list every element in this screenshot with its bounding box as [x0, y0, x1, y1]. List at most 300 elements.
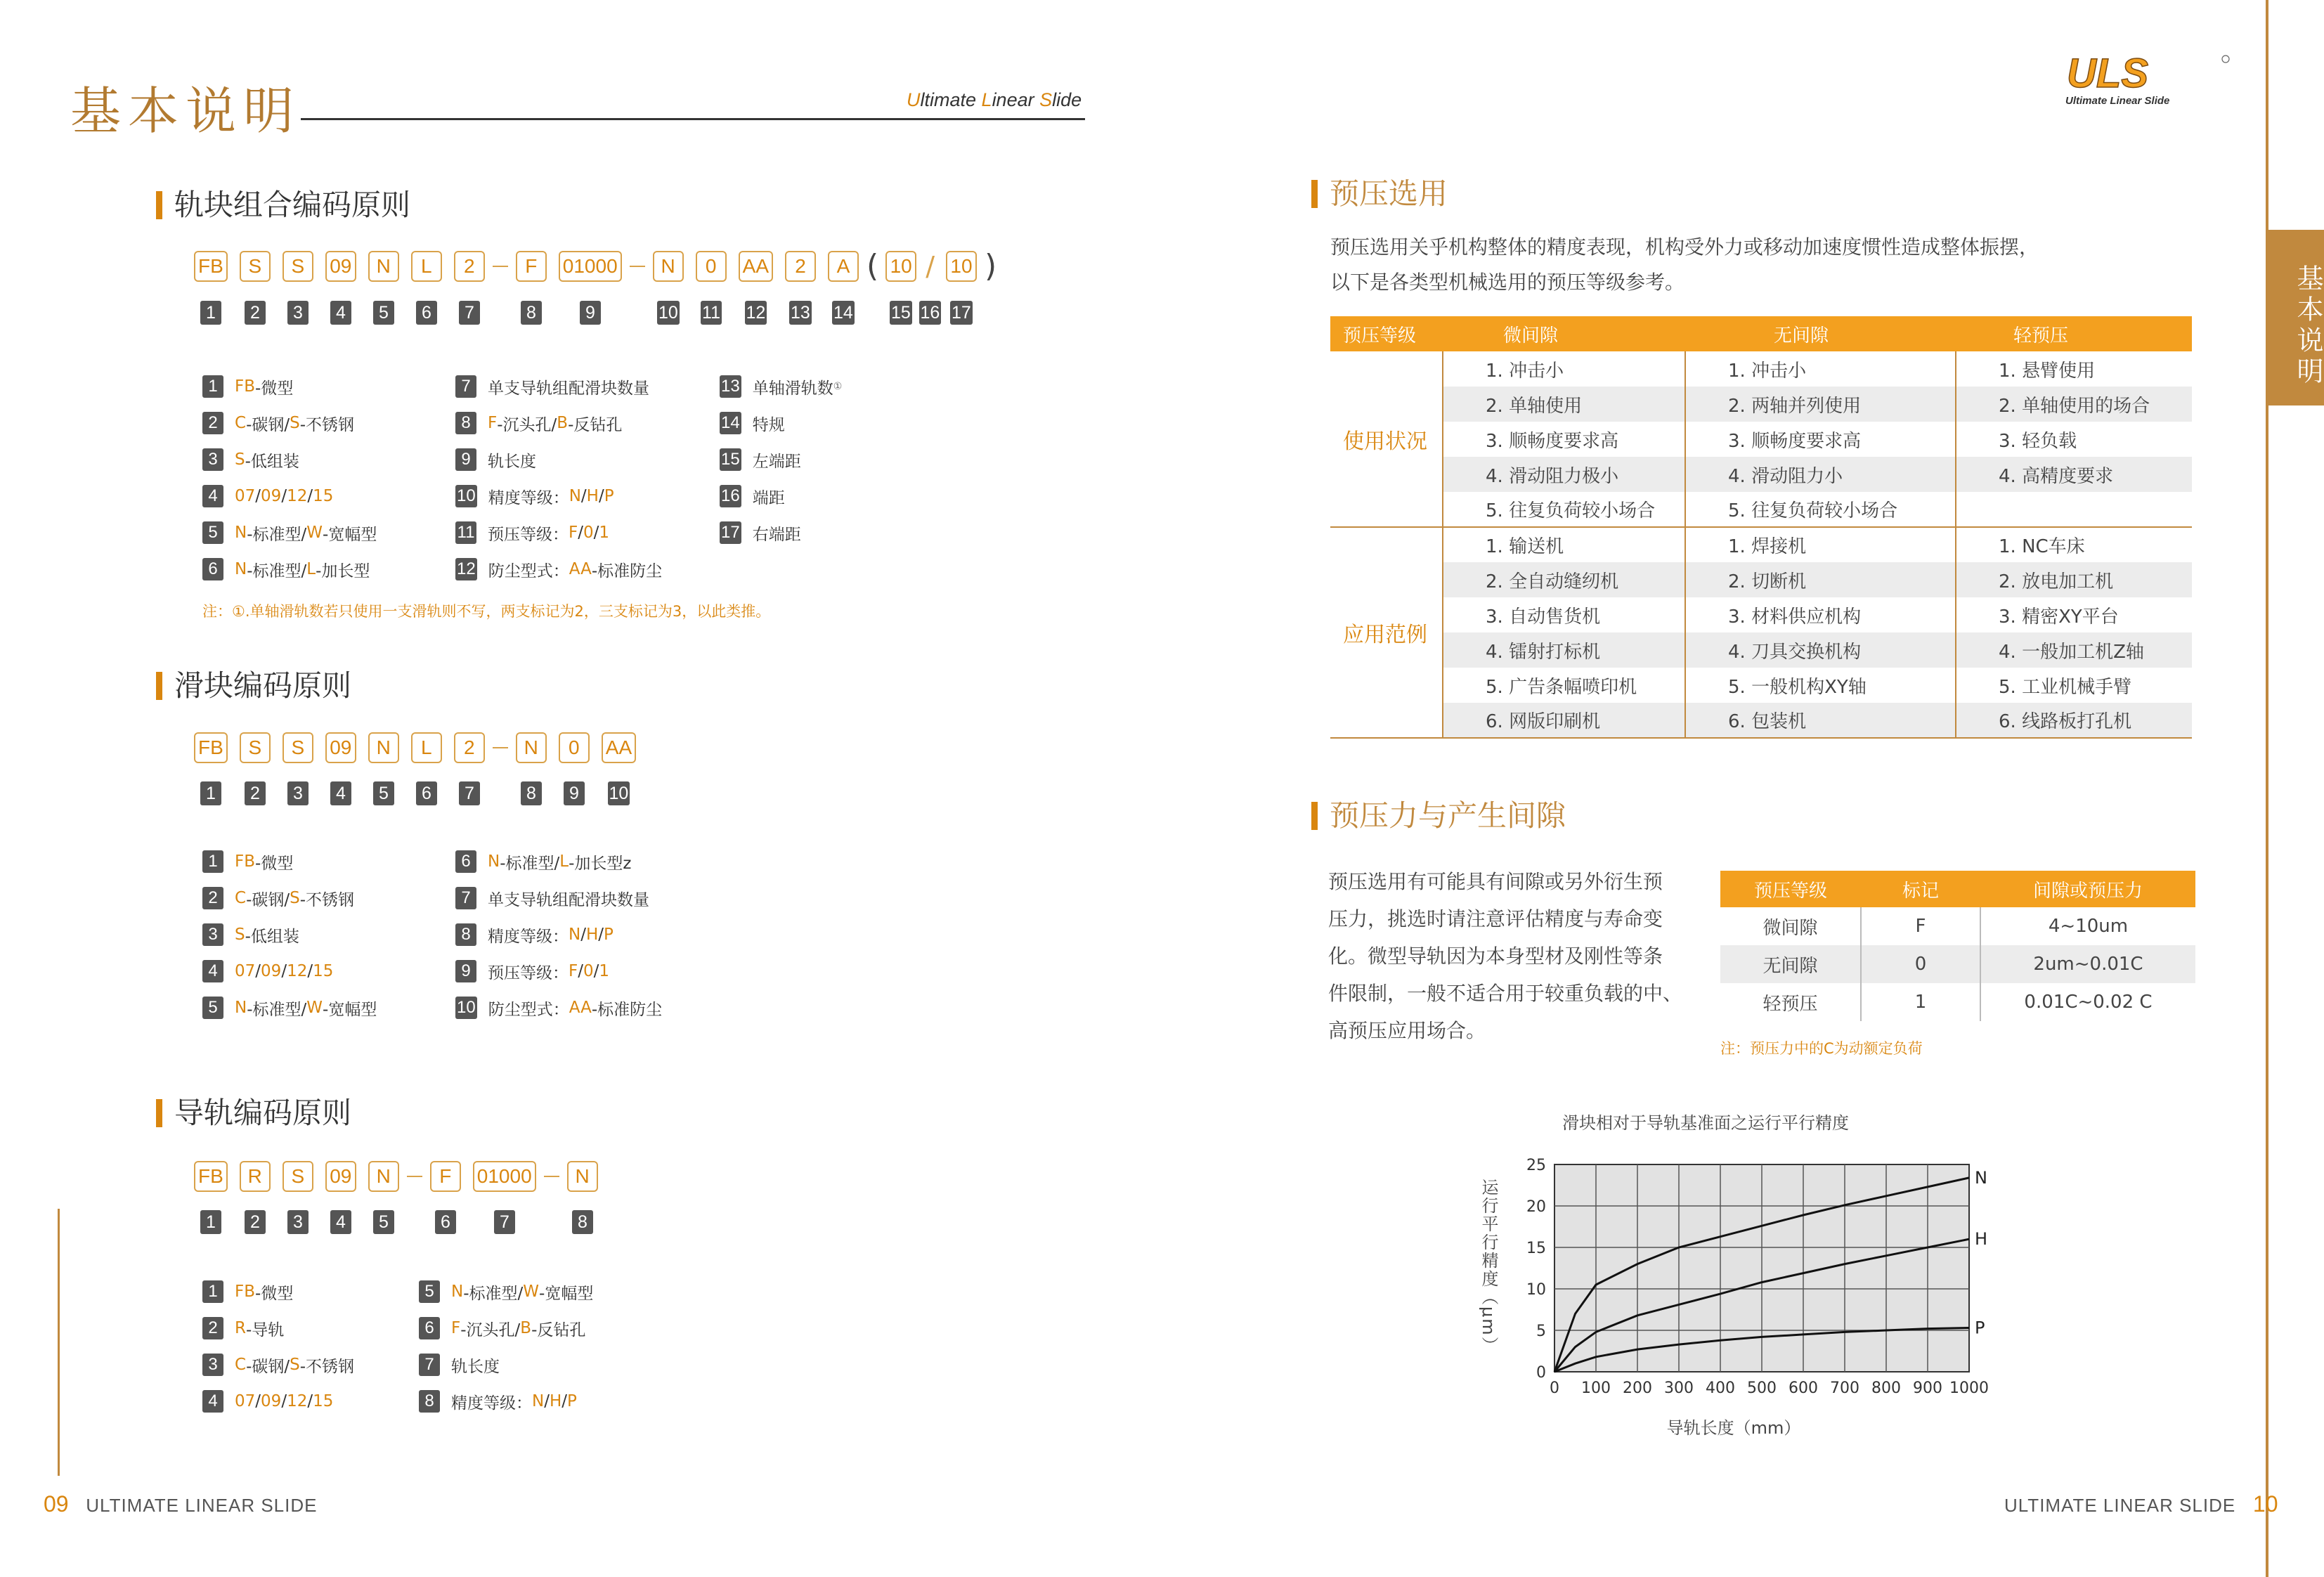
code-box: FB	[194, 251, 228, 282]
legend-code: W	[306, 524, 323, 542]
legend-code: L	[306, 560, 316, 578]
legend-text: -加长型	[316, 562, 370, 580]
legend-text: 单支导轨组配滑块数量	[488, 890, 649, 909]
rail-code-row	[194, 1160, 610, 1193]
table-cell: 2. 单轴使用	[1443, 387, 1685, 422]
legend-code: N	[235, 524, 247, 542]
code-box: S	[283, 1161, 313, 1192]
subtitle-word-2: inear	[992, 89, 1040, 110]
table-row	[1330, 527, 2192, 562]
section-heading-block: 滑块编码原则	[156, 668, 351, 704]
legend-number: 9	[455, 960, 476, 982]
table-cell: 3. 轻负载	[1956, 422, 2192, 457]
code-number-badge: 3	[287, 1210, 309, 1234]
legend-number: 5	[202, 997, 223, 1019]
legend-number: 16	[720, 485, 741, 507]
legend-code: S	[290, 414, 300, 432]
legend-code: P	[567, 1392, 577, 1410]
legend-code: 07	[235, 1392, 256, 1410]
legend-text: -宽幅型	[323, 1000, 377, 1019]
x-tick-label: 600	[1789, 1380, 1818, 1397]
legend-item	[202, 995, 377, 1020]
side-tab[interactable]: 基本说明	[2266, 230, 2324, 405]
gap-table	[1720, 871, 2195, 1021]
legend-text: 预压等级：	[488, 525, 569, 544]
legend-number: 4	[202, 1390, 223, 1413]
legend-number: 1	[202, 1280, 223, 1303]
page-subtitle	[907, 89, 1082, 111]
legend-code: C	[235, 1356, 247, 1374]
legend-item	[455, 995, 662, 1020]
code-box: FB	[194, 732, 228, 763]
legend-text: /	[255, 487, 261, 505]
legend-code: R	[235, 1319, 246, 1337]
table-cell: 2um~0.01C	[1980, 945, 2195, 983]
combo-note: 注：①.单轴滑轨数若只使用一支滑轨则不写，两支标记为2，三支标记为3，以此类推。	[202, 603, 771, 620]
code-number-badge: 14	[832, 301, 855, 325]
legend-text: /	[281, 487, 287, 505]
section-heading-force: 预压力与产生间隙	[1311, 798, 1566, 834]
legend-code: 1	[599, 962, 610, 980]
uls-logo	[2063, 51, 2235, 114]
table-cell: 1. 冲击小	[1685, 351, 1956, 387]
table-row	[1330, 668, 2192, 703]
block-code-row	[194, 732, 648, 764]
table-cell: 1	[1861, 983, 1980, 1021]
code-box: 09	[325, 732, 356, 763]
header-cell: 预压等级	[1330, 316, 1443, 351]
legend-code: 09	[261, 487, 282, 505]
y-tick-label: 10	[1526, 1281, 1546, 1299]
legend-item	[720, 520, 801, 545]
code-paren: )	[985, 248, 997, 284]
legend-code: B	[520, 1319, 532, 1337]
table-cell: 4. 滑动阻力小	[1685, 457, 1956, 492]
code-number-badge: 5	[373, 301, 394, 325]
table-cell: 1. 焊接机	[1685, 527, 1956, 562]
legend-text: 轨长度	[451, 1357, 500, 1376]
series-label-N: N	[1975, 1167, 1987, 1188]
legend-text: /	[281, 1392, 287, 1410]
code-number-badge: 1	[200, 301, 221, 325]
legend-text: -标准型/	[500, 854, 560, 873]
code-number-badge: 6	[435, 1210, 456, 1234]
code-number-badge: 11	[701, 301, 722, 325]
legend-text: -碳钢/	[246, 1357, 290, 1376]
table-row	[1720, 983, 2195, 1021]
logo-mark: ULS	[2067, 51, 2148, 96]
legend-item	[419, 1279, 593, 1304]
series-label-H: H	[1975, 1229, 1988, 1250]
code-number-badge: 6	[416, 301, 437, 325]
legend-text: /	[593, 524, 599, 542]
code-number-badge: 2	[245, 781, 266, 805]
legend-code: 07	[235, 962, 256, 980]
code-number-badge: 7	[459, 301, 480, 325]
legend-item	[202, 410, 354, 436]
legend-item	[202, 520, 377, 545]
legend-text: /	[281, 962, 287, 980]
legend-number: 1	[202, 850, 223, 873]
x-tick-label: 100	[1581, 1380, 1611, 1397]
code-box: F	[516, 251, 547, 282]
table-cell: 3. 精密XY平台	[1956, 597, 2192, 632]
legend-text: -沉头孔/	[497, 415, 557, 434]
legend-code: 09	[261, 962, 282, 980]
legend-item	[202, 1316, 284, 1341]
legend-text: -标准防尘	[591, 562, 663, 580]
y-tick-label: 15	[1526, 1240, 1546, 1257]
legend-code: P	[604, 926, 614, 944]
legend-text: -标准型/	[247, 562, 307, 580]
legend-code: C	[235, 414, 247, 432]
legend-text: /	[307, 962, 313, 980]
legend-number: 8	[455, 412, 476, 434]
legend-item	[202, 1352, 354, 1377]
legend-number: 15	[720, 448, 741, 471]
legend-text: 端距	[752, 488, 785, 507]
legend-number: 8	[455, 923, 476, 946]
legend-number: 17	[720, 521, 741, 544]
legend-code: N	[569, 926, 581, 944]
x-tick-label: 800	[1871, 1380, 1901, 1397]
legend-item	[419, 1389, 577, 1414]
header-cell: 间隙或预压力	[1980, 871, 2195, 907]
y-tick-label: 5	[1536, 1323, 1546, 1340]
table-cell: 4. 滑动阻力极小	[1443, 457, 1685, 492]
legend-code: F	[569, 524, 578, 542]
page-number-right: 10	[2252, 1491, 2278, 1517]
combo-code-row	[194, 250, 1004, 283]
subtitle-word-3: lide	[1052, 89, 1082, 110]
code-number-badge: 4	[330, 781, 351, 805]
legend-text: 精度等级：	[451, 1394, 532, 1413]
left-edge-line	[58, 1209, 60, 1476]
code-box: 2	[454, 251, 485, 282]
legend-number: 12	[455, 558, 477, 580]
legend-text: 防尘型式：	[488, 562, 569, 580]
legend-number: 11	[455, 521, 476, 544]
table-cell: 6. 包装机	[1685, 703, 1956, 738]
legend-text: -反钻孔	[568, 415, 623, 434]
code-number-badge: 3	[287, 781, 309, 805]
x-tick-label: 400	[1706, 1380, 1735, 1397]
legend-number: 2	[202, 887, 223, 909]
legend-code: 1	[599, 524, 610, 542]
legend-code: 12	[287, 962, 308, 980]
x-tick-label: 900	[1913, 1380, 1942, 1397]
code-number-badge: 10	[657, 301, 680, 325]
preload-intro-line2: 以下是各类型机械选用的预压等级参考。	[1330, 271, 1685, 294]
y-tick-label: 20	[1526, 1198, 1546, 1216]
legend-code: 07	[235, 487, 256, 505]
legend-code: P	[604, 487, 614, 505]
legend-text: 轨长度	[488, 452, 536, 471]
code-box: 10	[885, 251, 916, 282]
section-heading-rail: 导轨编码原则	[156, 1095, 351, 1131]
code-dash	[544, 1176, 559, 1177]
table-cell: 5. 工业机械手臂	[1956, 668, 2192, 703]
legend-item	[202, 849, 293, 874]
legend-text: /	[307, 1392, 313, 1410]
code-number-badge: 8	[521, 301, 542, 325]
table-row	[1330, 492, 2192, 527]
code-box: 10	[946, 251, 977, 282]
legend-code: AA	[569, 999, 592, 1017]
legend-text: 右端距	[752, 525, 801, 544]
code-slash: /	[926, 251, 935, 282]
legend-text: -标准型/	[247, 1000, 307, 1019]
legend-item	[720, 447, 801, 472]
legend-number: 7	[455, 887, 476, 909]
legend-code: F	[569, 962, 578, 980]
logo-subtitle: Ultimate Linear Slide	[2065, 95, 2170, 107]
legend-text: -碳钢/	[246, 415, 290, 434]
legend-text: /	[580, 926, 586, 944]
legend-item	[455, 374, 649, 399]
legend-item	[202, 922, 299, 947]
code-box: AA	[739, 251, 773, 282]
force-para-line: 预压选用有可能具有间隙或另外衍生预	[1328, 870, 1663, 893]
legend-number: 10	[455, 997, 477, 1019]
legend-text: 特规	[752, 415, 785, 434]
table-cell	[1956, 492, 2192, 527]
code-box: N	[368, 251, 399, 282]
table-row	[1330, 597, 2192, 632]
code-number-badge: 1	[200, 1210, 221, 1234]
code-number-badge: 17	[950, 301, 973, 325]
table-cell: 2. 切断机	[1685, 562, 1956, 597]
legend-code: 0	[583, 524, 594, 542]
table-cell: 3. 自动售货机	[1443, 597, 1685, 632]
legend-text: /	[578, 524, 583, 542]
code-number-badge: 4	[330, 1210, 351, 1234]
legend-text: -微型	[255, 379, 294, 398]
table-cell: 2. 全自动缝纫机	[1443, 562, 1685, 597]
code-box: L	[411, 251, 442, 282]
table-cell: 1. 冲击小	[1443, 351, 1685, 387]
header-cell: 标记	[1861, 871, 1980, 907]
legend-item	[202, 959, 333, 984]
footer-right	[2004, 1491, 2278, 1517]
y-tick-label: 0	[1536, 1364, 1546, 1382]
code-number-badge: 5	[373, 1210, 394, 1234]
code-box: 01000	[473, 1161, 536, 1192]
legend-code: N	[532, 1392, 545, 1410]
legend-text: /	[598, 926, 604, 944]
table-cell: 1. 悬臂使用	[1956, 351, 2192, 387]
legend-item	[455, 520, 609, 545]
legend-text: -沉头孔/	[460, 1320, 521, 1339]
legend-code: 15	[313, 487, 334, 505]
code-box: 0	[696, 251, 727, 282]
table-cell: F	[1861, 907, 1980, 945]
table-row	[1330, 562, 2192, 597]
table-cell: 2. 放电加工机	[1956, 562, 2192, 597]
legend-code: FB	[235, 1283, 256, 1301]
code-box: N	[368, 1161, 399, 1192]
code-box: AA	[602, 732, 636, 763]
legend-number: 7	[419, 1354, 440, 1376]
legend-text: /	[580, 487, 587, 505]
code-number-badge: 9	[580, 301, 601, 325]
section-heading-combo: 轨块组合编码原则	[156, 187, 410, 223]
code-number-badge: 8	[521, 781, 542, 805]
legend-text: 精度等级：	[488, 927, 569, 946]
legend-item	[455, 885, 649, 911]
header-cell: 微间隙	[1443, 316, 1685, 351]
legend-code: FB	[235, 377, 256, 396]
legend-text: -不锈钢	[299, 1357, 355, 1376]
force-para-line: 高预压应用场合。	[1328, 1019, 1486, 1042]
legend-number: 7	[455, 375, 476, 398]
code-box: S	[283, 732, 313, 763]
legend-number: 6	[455, 850, 476, 873]
table-cell: 微间隙	[1763, 917, 1818, 939]
subtitle-letter-l: L	[981, 89, 992, 110]
legend-text: /	[544, 1392, 550, 1410]
subtitle-letter-s: S	[1039, 89, 1053, 110]
legend-item	[419, 1316, 585, 1341]
legend-code: AA	[569, 560, 592, 578]
legend-code: F	[488, 414, 498, 432]
legend-item	[455, 922, 614, 947]
x-tick-label: 1000	[1949, 1380, 1989, 1397]
code-number-badge: 8	[572, 1210, 593, 1234]
legend-text: -标准防尘	[591, 1000, 663, 1019]
code-number-badge: 13	[789, 301, 812, 325]
legend-text: 预压等级：	[488, 963, 569, 982]
code-number-badge: 16	[919, 301, 942, 325]
category-applications: 应用范例	[1330, 527, 1443, 738]
force-paragraph	[1328, 863, 1682, 1049]
legend-item	[202, 557, 370, 582]
legend-item	[202, 1279, 293, 1304]
table-cell: 5. 往复负荷较小场合	[1443, 492, 1685, 527]
x-axis-label: 导轨长度（mm）	[1666, 1418, 1801, 1438]
x-tick-label: 0	[1550, 1380, 1559, 1397]
header-cell: 预压等级	[1720, 871, 1861, 907]
legend-text: -导轨	[245, 1320, 285, 1339]
preload-table	[1330, 316, 2192, 739]
table-cell: 4. 一般加工机Z轴	[1956, 632, 2192, 668]
preload-table-header	[1330, 316, 2192, 351]
footer-right-text: ULTIMATE LINEAR SLIDE	[2004, 1495, 2236, 1516]
y-tick-label: 25	[1526, 1157, 1546, 1174]
legend-code: N	[569, 487, 581, 505]
legend-number: 9	[455, 448, 476, 471]
table-cell: 无间隙	[1720, 945, 1861, 983]
code-box: N	[567, 1161, 598, 1192]
code-box: N	[368, 732, 399, 763]
legend-text: /	[255, 1392, 261, 1410]
legend-item	[202, 885, 354, 911]
legend-text: 单支导轨组配滑块数量	[488, 379, 649, 398]
code-box: A	[828, 251, 859, 282]
legend-code: C	[235, 889, 247, 907]
legend-number: 3	[202, 448, 223, 471]
legend-text: -不锈钢	[299, 415, 355, 434]
table-cell: 3. 顺畅度要求高	[1443, 422, 1685, 457]
table-row	[1330, 703, 2192, 738]
code-number-badge: 3	[287, 301, 309, 325]
legend-code: 09	[261, 1392, 282, 1410]
table-cell: 0	[1861, 945, 1980, 983]
table-cell: 4~10um	[2048, 916, 2129, 937]
legend-item	[419, 1352, 500, 1377]
code-box: F	[430, 1161, 461, 1192]
force-para-line: 压力，挑选时请注意评估精度与寿命变	[1328, 907, 1663, 930]
subtitle-word-1: ltimate	[920, 89, 982, 110]
legend-number: 5	[419, 1280, 440, 1303]
legend-code: 15	[313, 1392, 334, 1410]
legend-item	[455, 447, 536, 472]
gap-note: 注：预压力中的C为动额定负荷	[1720, 1040, 1923, 1057]
legend-code: 15	[313, 962, 334, 980]
legend-number: 3	[202, 1354, 223, 1376]
legend-code: FB	[235, 852, 256, 871]
legend-text: -宽幅型	[323, 525, 377, 544]
legend-number: 8	[419, 1390, 440, 1413]
legend-item	[202, 484, 333, 509]
legend-text: -加长型z	[569, 854, 632, 873]
table-cell: 5. 一般机构XY轴	[1685, 668, 1956, 703]
table-cell: 6. 线路板打孔机	[1956, 703, 2192, 738]
legend-number: 6	[419, 1317, 440, 1339]
code-dash	[493, 747, 508, 748]
legend-text: /	[255, 962, 261, 980]
legend-code: H	[585, 926, 599, 944]
gap-table-header	[1720, 871, 2195, 907]
code-number-badge: 2	[245, 301, 266, 325]
x-tick-label: 500	[1747, 1380, 1777, 1397]
legend-item	[202, 447, 299, 472]
legend-text: -宽幅型	[539, 1284, 594, 1303]
preload-intro-line1: 预压选用关乎机构整体的精度表现，机构受外力或移动加速度惯性造成整体振摆，	[1330, 235, 2039, 259]
table-cell: 2. 单轴使用的场合	[1956, 387, 2192, 422]
legend-number: 4	[202, 960, 223, 982]
parallelism-chart	[1462, 1103, 2080, 1455]
legend-number: 1	[202, 375, 223, 398]
header-cell: 轻预压	[1956, 316, 2192, 351]
legend-item	[720, 484, 785, 509]
code-box: 0	[559, 732, 590, 763]
table-cell: 2. 两轴并列使用	[1685, 387, 1956, 422]
legend-code: B	[557, 414, 569, 432]
legend-number: 6	[202, 558, 223, 580]
legend-item	[720, 374, 842, 399]
code-box: L	[411, 732, 442, 763]
table-cell: 5. 广告条幅喷印机	[1443, 668, 1685, 703]
footer-left	[44, 1491, 317, 1517]
table-cell: 0.01C~0.02 C	[2024, 992, 2153, 1013]
code-box: 01000	[559, 251, 622, 282]
legend-text: 左端距	[752, 452, 801, 471]
force-para-line: 件限制，一般不适合用于较重负载的中、	[1328, 982, 1683, 1005]
code-box: FB	[194, 1161, 228, 1192]
table-row	[1330, 351, 2192, 387]
table-cell: 轻预压	[1763, 993, 1818, 1015]
legend-code: 12	[287, 1392, 308, 1410]
table-row	[1330, 457, 2192, 492]
table-cell: 3. 顺畅度要求高	[1685, 422, 1956, 457]
legend-number: 3	[202, 923, 223, 946]
legend-code: N	[488, 852, 500, 871]
legend-number: 4	[202, 485, 223, 507]
legend-text: -反钻孔	[531, 1320, 586, 1339]
code-box: S	[240, 251, 271, 282]
legend-code: 12	[287, 487, 308, 505]
